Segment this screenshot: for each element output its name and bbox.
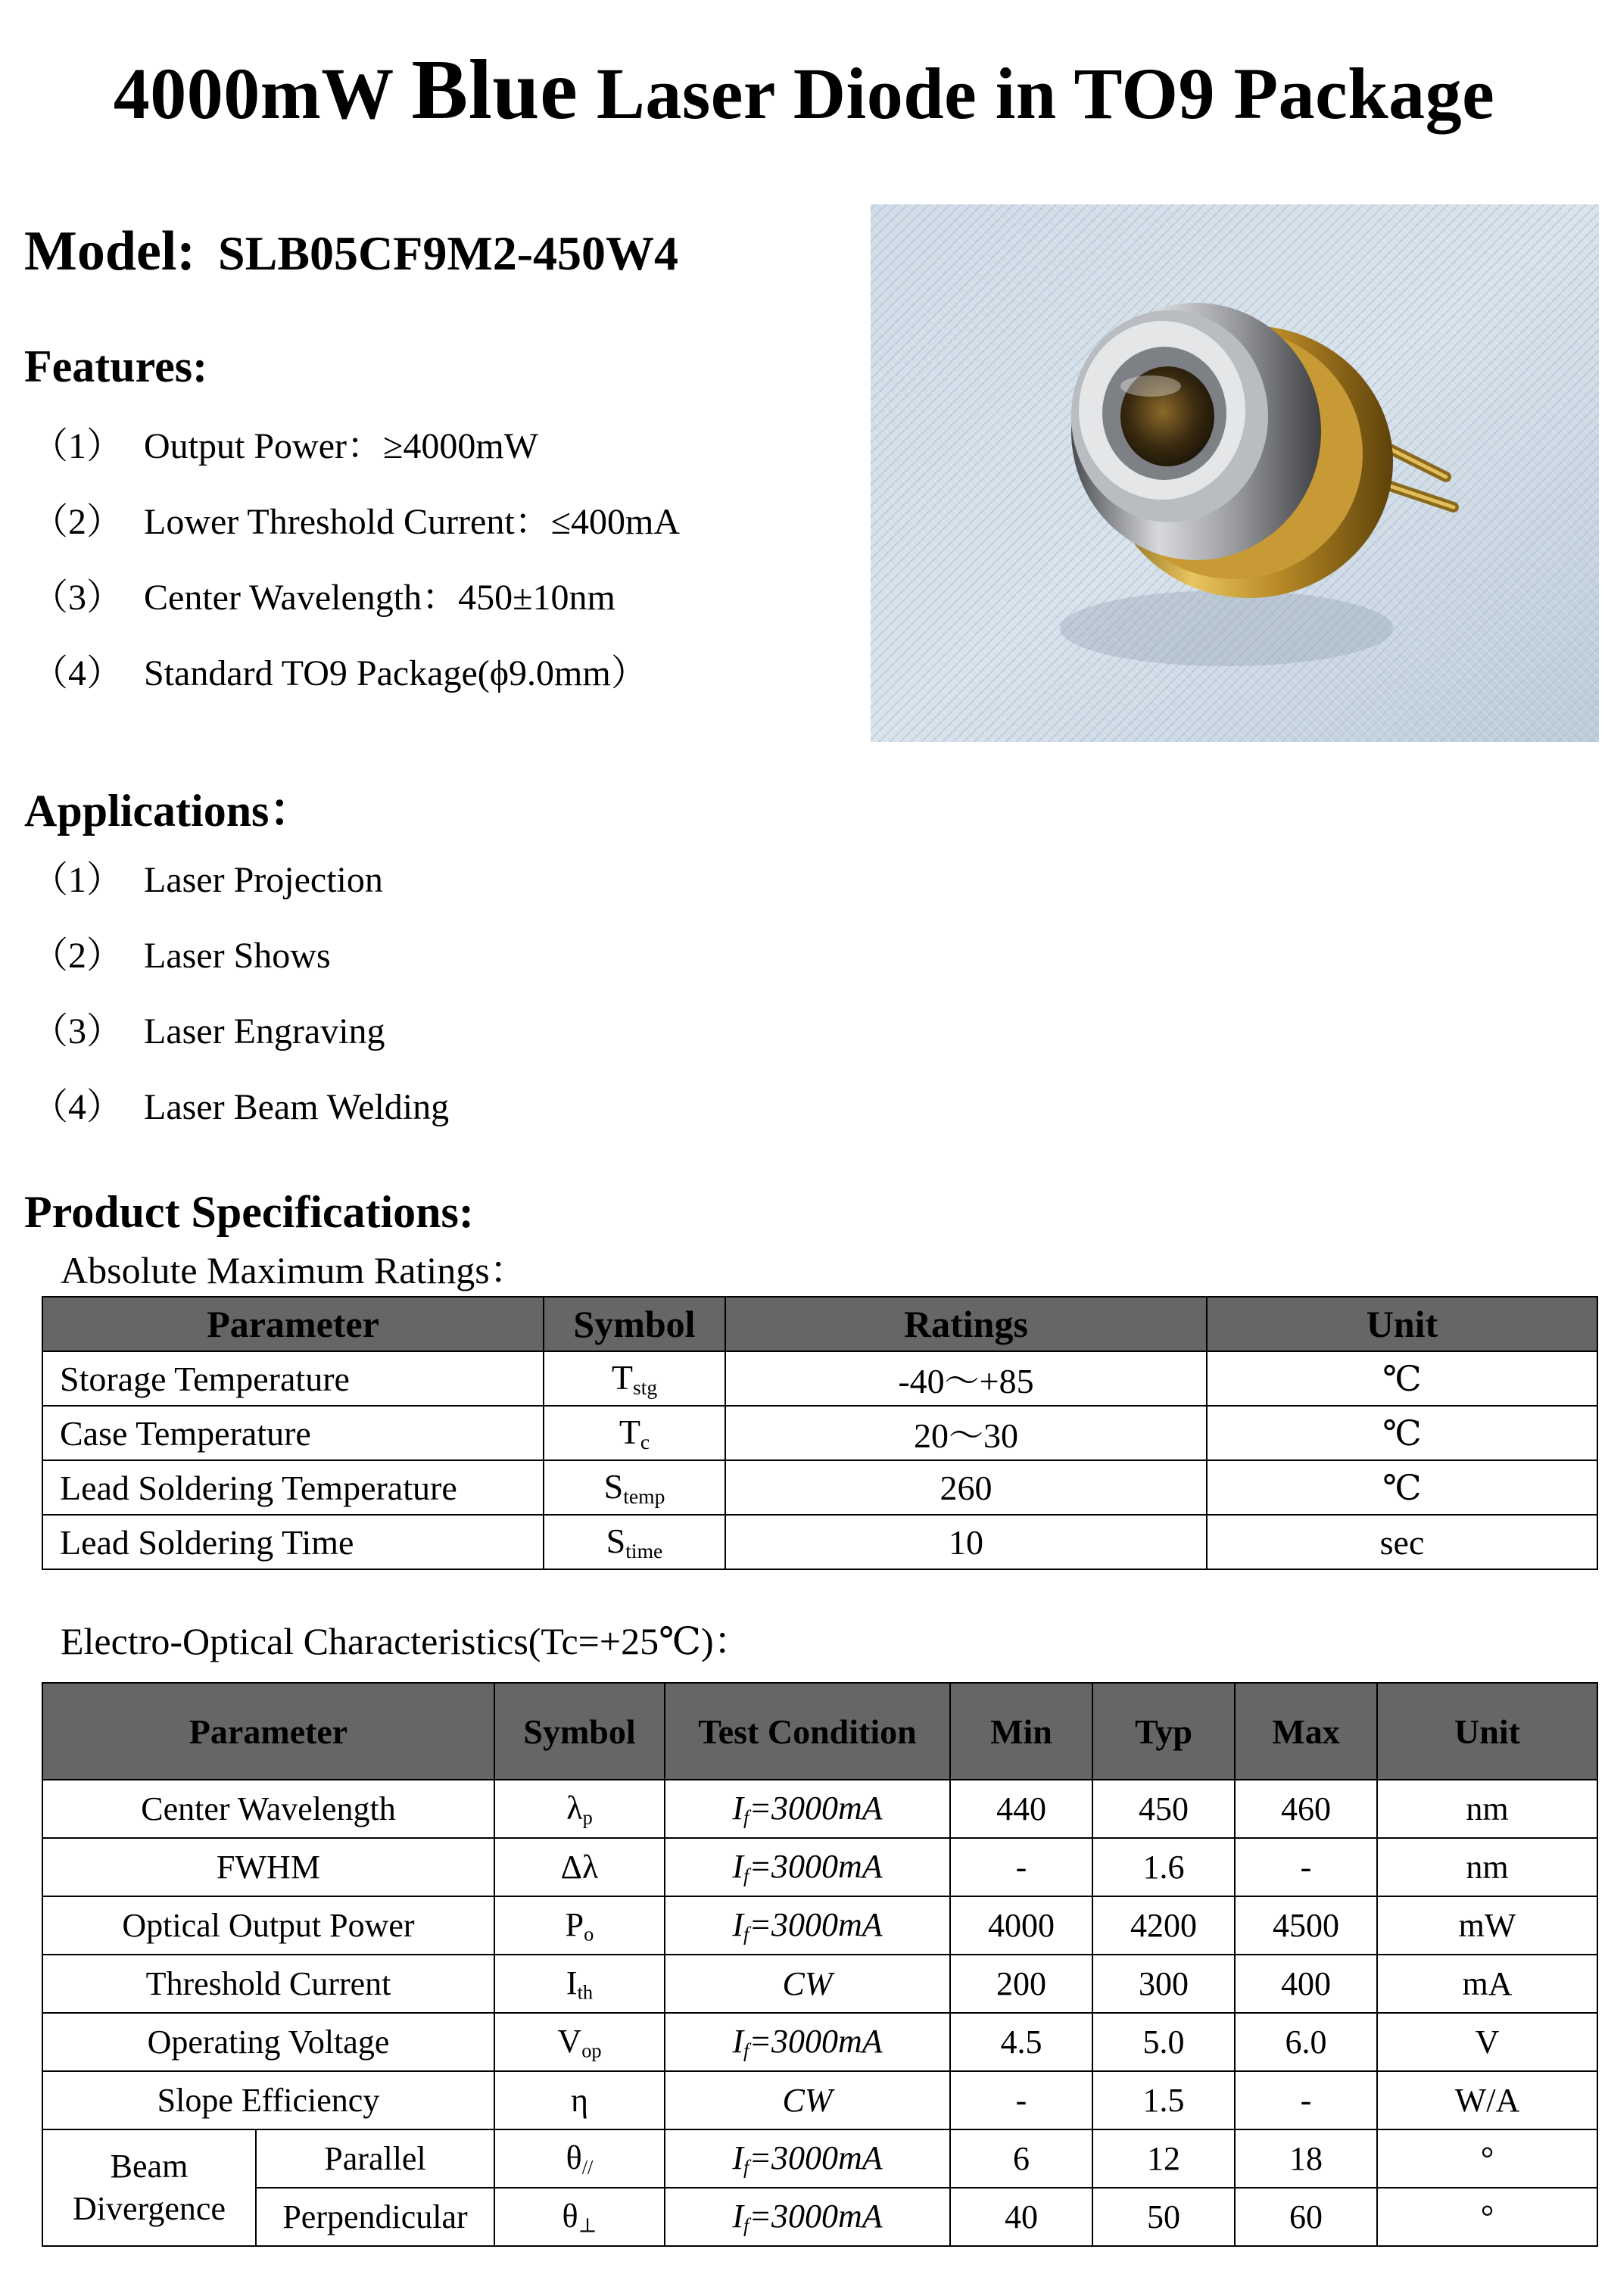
symbol-subscript: time (625, 1538, 663, 1562)
symbol-cell (494, 2071, 665, 2129)
eo-table-body (42, 1780, 1597, 2246)
table-header-row (42, 1297, 1597, 1351)
parameter-cell: Slope Efficiency (42, 2071, 494, 2129)
parameter-cell: Threshold Current (42, 1955, 494, 2013)
symbol-subscript: stg (632, 1375, 658, 1399)
item-number: （2） (32, 502, 123, 542)
test-condition-cell (665, 1780, 950, 1838)
condition-value: =3000mA (749, 2022, 883, 2060)
table-row (42, 1515, 1597, 1569)
item-text: Laser Shows (144, 936, 331, 976)
table-row (42, 1838, 1597, 1896)
min-cell: 440 (950, 1780, 1092, 1838)
min-cell: - (950, 2071, 1092, 2129)
table-row (42, 2129, 1597, 2188)
list-item (32, 575, 680, 651)
parameter-cell: Operating Voltage (42, 2013, 494, 2071)
condition-subscript: f (743, 1864, 749, 1887)
test-condition-cell (665, 1955, 950, 2013)
symbol: S (606, 1522, 626, 1561)
max-cell: 400 (1235, 1955, 1377, 2013)
typ-cell: 4200 (1092, 1896, 1235, 1955)
col-header: Min (950, 1683, 1092, 1780)
parameter-cell: Perpendicular (256, 2188, 494, 2246)
table-row (42, 1955, 1597, 2013)
unit-cell: ℃ (1207, 1460, 1597, 1515)
col-header: Parameter (42, 1683, 494, 1780)
typ-cell: 5.0 (1092, 2013, 1235, 2071)
condition-value: =3000mA (749, 2197, 883, 2235)
unit-cell: mW (1377, 1896, 1597, 1955)
symbol-subscript: c (640, 1429, 650, 1453)
symbol-cell (544, 1406, 725, 1460)
typ-cell: 1.6 (1092, 1838, 1235, 1896)
test-condition-cell (665, 1896, 950, 1955)
max-cell: - (1235, 1838, 1377, 1896)
table-row (42, 1460, 1597, 1515)
symbol: θ (562, 2197, 578, 2235)
symbol-cell (494, 2013, 665, 2071)
model-number: SLB05CF9M2-450W4 (218, 226, 679, 280)
list-item (32, 1085, 449, 1160)
symbol-cell (494, 1896, 665, 1955)
col-header: Parameter (42, 1297, 544, 1351)
applications-heading: Applications： (24, 786, 315, 836)
condition-text: CW (782, 2082, 833, 2119)
condition-value: =3000mA (749, 2139, 883, 2176)
title-power: 4000mW (113, 53, 393, 134)
symbol: η (570, 2082, 588, 2119)
parameter-cell: Storage Temperature (42, 1351, 544, 1406)
rating-cell: 10 (725, 1515, 1207, 1569)
title-color: Blue (411, 43, 578, 137)
typ-cell: 50 (1092, 2188, 1235, 2246)
test-condition-cell (665, 2188, 950, 2246)
item-number: （4） (32, 1087, 123, 1127)
rating-cell: -40～+85 (725, 1351, 1207, 1406)
symbol: V (557, 2022, 582, 2060)
condition-text: CW (782, 1965, 833, 2002)
item-number: （3） (32, 578, 123, 618)
features-list (32, 424, 680, 727)
condition-text: I (732, 1847, 743, 1885)
min-cell: 200 (950, 1955, 1092, 2013)
item-number: （2） (32, 936, 123, 976)
condition-text: I (732, 2022, 743, 2060)
symbol-cell (544, 1351, 725, 1406)
list-item (32, 1009, 449, 1085)
product-photo (871, 204, 1599, 742)
list-item (32, 933, 449, 1009)
table-header-row (42, 1683, 1597, 1780)
max-cell: 60 (1235, 2188, 1377, 2246)
symbol: θ (566, 2139, 582, 2176)
parameter-cell: FWHM (42, 1838, 494, 1896)
typ-cell: 12 (1092, 2129, 1235, 2188)
condition-value: =3000mA (749, 1847, 883, 1885)
test-condition-cell (665, 1838, 950, 1896)
absolute-ratings-table (42, 1296, 1598, 1570)
table-row (42, 1351, 1597, 1406)
parameter-cell: Lead Soldering Temperature (42, 1460, 544, 1515)
min-cell: 40 (950, 2188, 1092, 2246)
symbol: T (619, 1413, 640, 1452)
abs-ratings-title: Absolute Maximum Ratings： (61, 1249, 528, 1291)
model-label: Model: (24, 220, 196, 282)
symbol: S (603, 1467, 624, 1506)
max-cell: 460 (1235, 1780, 1377, 1838)
features-heading: Features: (24, 341, 208, 391)
symbol: Δλ (560, 1849, 599, 1886)
max-cell: 18 (1235, 2129, 1377, 2188)
symbol-subscript: o (584, 1922, 594, 1946)
symbol-cell (494, 2129, 665, 2188)
symbol: λ (566, 1789, 583, 1827)
parameter-cell: Lead Soldering Time (42, 1515, 544, 1569)
unit-cell: W/A (1377, 2071, 1597, 2129)
min-cell: 6 (950, 2129, 1092, 2188)
min-cell: 4000 (950, 1896, 1092, 1955)
item-text: Output Power：≥4000mW (144, 426, 538, 466)
max-cell: 6.0 (1235, 2013, 1377, 2071)
col-header: Symbol (494, 1683, 665, 1780)
condition-text: I (732, 1905, 743, 1943)
table-row (42, 1780, 1597, 1838)
col-header: Unit (1377, 1683, 1597, 1780)
max-cell: 4500 (1235, 1896, 1377, 1955)
symbol-subscript: p (582, 1805, 593, 1829)
test-condition-cell (665, 2129, 950, 2188)
item-number: （3） (32, 1011, 123, 1051)
symbol-subscript: // (581, 2155, 594, 2179)
condition-subscript: f (743, 2213, 749, 2237)
symbol-cell (494, 2188, 665, 2246)
item-text: Laser Projection (144, 860, 383, 900)
unit-cell: V (1377, 2013, 1597, 2071)
item-number: （1） (32, 860, 123, 900)
rating-cell: 260 (725, 1460, 1207, 1515)
symbol-subscript: th (577, 1980, 594, 2004)
table-row (42, 1896, 1597, 1955)
list-item (32, 500, 680, 575)
col-header: Unit (1207, 1297, 1597, 1351)
condition-value: =3000mA (749, 1789, 883, 1827)
beam-divergence-group: Beam Divergence (42, 2129, 256, 2246)
condition-subscript: f (743, 1922, 749, 1946)
col-header: Max (1235, 1683, 1377, 1780)
list-item (32, 424, 680, 500)
symbol-subscript: temp (623, 1484, 665, 1508)
symbol-cell (494, 1955, 665, 2013)
symbol: P (565, 1905, 584, 1943)
col-header: Symbol (544, 1297, 725, 1351)
parameter-cell: Case Temperature (42, 1406, 544, 1460)
parameter-cell: Optical Output Power (42, 1896, 494, 1955)
applications-list (32, 858, 449, 1160)
symbol-subscript: ⊥ (578, 2213, 597, 2237)
abs-table-body (42, 1351, 1597, 1569)
symbol-cell (494, 1780, 665, 1838)
electro-optical-table (42, 1682, 1598, 2247)
symbol-cell (544, 1515, 725, 1569)
unit-cell: ° (1377, 2188, 1597, 2246)
condition-subscript: f (743, 2155, 749, 2179)
symbol-cell (544, 1460, 725, 1515)
unit-cell: sec (1207, 1515, 1597, 1569)
item-text: Laser Beam Welding (144, 1087, 450, 1127)
typ-cell: 450 (1092, 1780, 1235, 1838)
col-header: Test Condition (665, 1683, 950, 1780)
parameter-cell: Center Wavelength (42, 1780, 494, 1838)
symbol: I (566, 1964, 578, 2002)
typ-cell: 300 (1092, 1955, 1235, 2013)
table-row (42, 1406, 1597, 1460)
model-line (24, 220, 678, 284)
item-number: （4） (32, 653, 123, 693)
condition-subscript: f (743, 1805, 749, 1829)
rating-cell: 20～30 (725, 1406, 1207, 1460)
item-text: Standard TO9 Package(ϕ9.0mm） (144, 653, 647, 693)
item-number: （1） (32, 426, 123, 466)
item-text: Lower Threshold Current：≤400mA (144, 502, 681, 542)
unit-cell: nm (1377, 1780, 1597, 1838)
symbol-cell (494, 1838, 665, 1896)
condition-subscript: f (743, 2039, 749, 2062)
min-cell: 4.5 (950, 2013, 1092, 2071)
test-condition-cell (665, 2071, 950, 2129)
col-header: Ratings (725, 1297, 1207, 1351)
specifications-heading: Product Specifications: (24, 1187, 474, 1237)
unit-cell: mA (1377, 1955, 1597, 2013)
title-rest: Laser Diode in TO9 Package (596, 53, 1495, 134)
eo-title: Electro-Optical Characteristics(Tc=+25℃)： (61, 1620, 752, 1662)
table-row (42, 2013, 1597, 2071)
unit-cell: ° (1377, 2129, 1597, 2188)
symbol: T (611, 1358, 633, 1397)
table-row (42, 2071, 1597, 2129)
unit-cell: nm (1377, 1838, 1597, 1896)
list-item (32, 858, 449, 933)
unit-cell: ℃ (1207, 1351, 1597, 1406)
item-text: Center Wavelength：450±10nm (144, 578, 615, 618)
symbol-subscript: op (581, 2039, 602, 2062)
page-title (0, 42, 1608, 139)
condition-text: I (732, 1789, 743, 1827)
unit-cell: ℃ (1207, 1406, 1597, 1460)
typ-cell: 1.5 (1092, 2071, 1235, 2129)
item-text: Laser Engraving (144, 1011, 385, 1051)
parameter-cell: Parallel (256, 2129, 494, 2188)
condition-value: =3000mA (749, 1905, 883, 1943)
condition-text: I (732, 2197, 743, 2235)
table-row (42, 2188, 1597, 2246)
min-cell: - (950, 1838, 1092, 1896)
condition-text: I (732, 2139, 743, 2176)
test-condition-cell (665, 2013, 950, 2071)
list-item (32, 651, 680, 727)
max-cell: - (1235, 2071, 1377, 2129)
col-header: Typ (1092, 1683, 1235, 1780)
